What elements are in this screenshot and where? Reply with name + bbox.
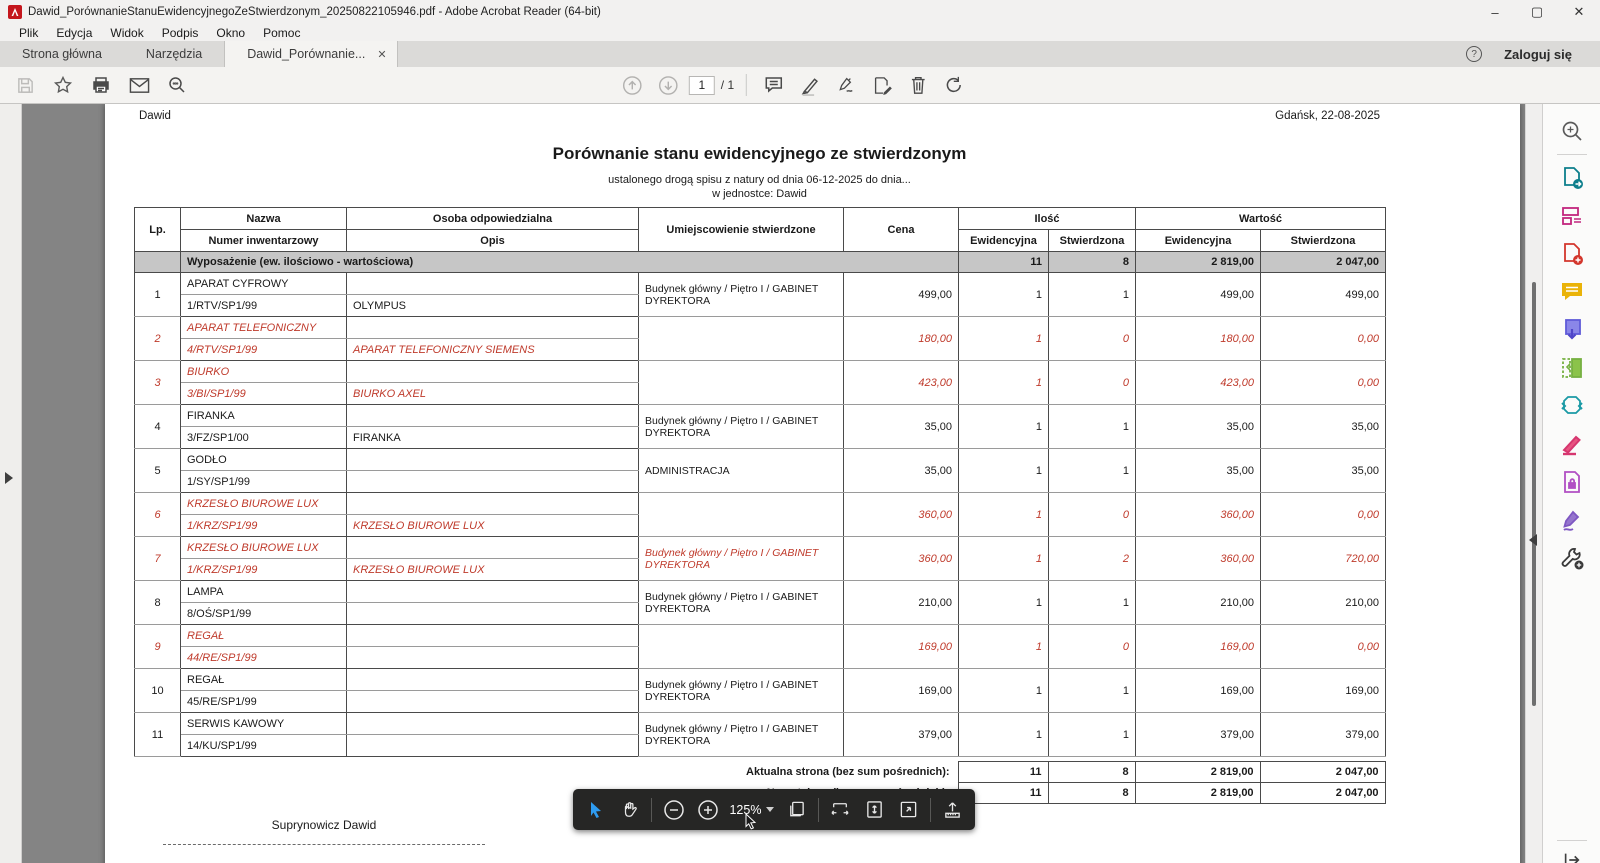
table-row — [135, 625, 1386, 647]
fountain-pen-icon — [835, 75, 857, 95]
cell-umiejscowienie: Budynek główny / Piętro I / GABINET DYREKTORA — [639, 273, 844, 317]
table-row — [135, 405, 1386, 427]
page-number-input[interactable] — [689, 76, 715, 95]
cell-wartosc-ewidencyjna: 210,00 — [1136, 581, 1261, 625]
col-header-ilosc-stwierdzona: Stwierdzona — [1049, 230, 1136, 252]
cell-wartosc-ewidencyjna: 35,00 — [1136, 405, 1261, 449]
tool-more-tools[interactable] — [1555, 541, 1589, 575]
cell-nazwa: KRZESŁO BIUROWE LUX — [181, 493, 347, 515]
floating-page-toolbar — [573, 789, 975, 830]
zoom-in-icon — [697, 799, 719, 821]
summary-qty-st: 8 — [1049, 252, 1136, 273]
tool-compress-pdf[interactable] — [1555, 389, 1589, 423]
cell-numer: 44/RE/SP1/99 — [181, 647, 347, 669]
fit-page-button[interactable] — [862, 797, 887, 823]
cell-opis — [347, 603, 639, 625]
edit-pdf-icon — [1559, 203, 1585, 229]
zoom-out-button[interactable] — [661, 797, 686, 823]
cell-opis: OLYMPUS — [347, 295, 639, 317]
tab-document[interactable]: Dawid_Porównanie... ✕ — [224, 41, 397, 67]
cell-lp: 11 — [135, 713, 181, 757]
cell-ilosc-stwierdzona: 0 — [1049, 361, 1136, 405]
cell-cena: 360,00 — [844, 493, 959, 537]
cell-wartosc-stwierdzona: 169,00 — [1261, 669, 1386, 713]
tool-fill-sign[interactable] — [1555, 503, 1589, 537]
trash-icon — [909, 75, 928, 95]
cell-cena: 169,00 — [844, 669, 959, 713]
cell-opis — [347, 471, 639, 493]
previous-page-button[interactable] — [617, 71, 647, 99]
collapse-right-panel-icon[interactable] — [1529, 534, 1537, 546]
cell-numer: 1/SY/SP1/99 — [181, 471, 347, 493]
wrench-plus-icon — [1559, 545, 1585, 571]
marker-pen-icon — [1559, 431, 1585, 457]
cell-wartosc-stwierdzona: 499,00 — [1261, 273, 1386, 317]
cell-nazwa: FIRANKA — [181, 405, 347, 427]
col-header-lp: Lp. — [135, 208, 181, 252]
cell-ilosc-ewidencyjna: 1 — [959, 537, 1049, 581]
page-thumbnails-button[interactable] — [783, 797, 808, 823]
col-header-umiejscowienie: Umiejscowienie stwierdzone — [639, 208, 844, 252]
next-page-button[interactable] — [653, 71, 683, 99]
fill-sign-pen-icon — [1559, 507, 1585, 533]
cell-osoba — [347, 317, 639, 339]
table-row — [135, 537, 1386, 559]
cell-nazwa: SERWIS KAWOWY — [181, 713, 347, 735]
refresh-button[interactable] — [939, 71, 969, 99]
cell-lp: 3 — [135, 361, 181, 405]
arrow-down-circle-icon — [657, 75, 678, 96]
doc-unit: w jednostce: Dawid — [712, 188, 807, 200]
cell-wartosc-stwierdzona: 210,00 — [1261, 581, 1386, 625]
table-row — [135, 449, 1386, 471]
cell-cena: 169,00 — [844, 625, 959, 669]
cell-ilosc-stwierdzona: 0 — [1049, 493, 1136, 537]
sign-in-button[interactable]: Zaloguj się — [1504, 46, 1572, 62]
cell-ilosc-stwierdzona: 2 — [1049, 537, 1136, 581]
menu-widok[interactable]: Widok — [110, 25, 144, 40]
tool-comment[interactable] — [1555, 275, 1589, 309]
search-icon — [167, 75, 187, 95]
print-button[interactable] — [86, 71, 116, 99]
cell-cena: 360,00 — [844, 537, 959, 581]
share-file-button[interactable] — [940, 797, 965, 823]
footer-qty-ev: 11 — [958, 783, 1048, 804]
menu-podpis[interactable]: Podpis — [161, 25, 199, 40]
cell-ilosc-ewidencyjna: 1 — [959, 449, 1049, 493]
organize-pages-icon — [1559, 355, 1585, 381]
zoom-search-tool[interactable] — [1555, 114, 1589, 148]
cell-osoba — [347, 625, 639, 647]
chevron-down-icon — [766, 807, 774, 812]
cell-ilosc-stwierdzona: 1 — [1049, 449, 1136, 493]
table-row — [135, 273, 1386, 295]
compress-pdf-icon — [1559, 393, 1585, 419]
adobe-reader-icon — [8, 5, 22, 19]
cell-ilosc-ewidencyjna: 1 — [959, 405, 1049, 449]
table-row — [135, 361, 1386, 383]
main-toolbar — [0, 67, 1600, 104]
cell-wartosc-ewidencyjna: 169,00 — [1136, 625, 1261, 669]
menu-pomoc[interactable]: Pomoc — [263, 25, 301, 40]
select-arrow-icon — [588, 801, 604, 819]
inventory-table — [134, 207, 1386, 757]
cell-osoba — [347, 361, 639, 383]
doc-author: Dawid — [139, 110, 171, 122]
cell-wartosc-ewidencyjna: 169,00 — [1136, 669, 1261, 713]
table-row — [135, 669, 1386, 691]
cell-wartosc-ewidencyjna: 499,00 — [1136, 273, 1261, 317]
fit-page-icon — [865, 800, 884, 819]
cell-cena: 379,00 — [844, 713, 959, 757]
cell-numer: 8/OŚ/SP1/99 — [181, 603, 347, 625]
fit-width-button[interactable] — [828, 797, 853, 823]
menu-edycja[interactable]: Edycja — [56, 25, 93, 40]
cell-opis: FIRANKA — [347, 427, 639, 449]
cell-umiejscowienie — [639, 625, 844, 669]
envelope-icon — [129, 77, 150, 94]
col-header-opis: Opis — [347, 230, 639, 252]
col-header-numer: Numer inwentarzowy — [181, 230, 347, 252]
cell-nazwa: KRZESŁO BIUROWE LUX — [181, 537, 347, 559]
col-header-ilosc-ewidencyjna: Ewidencyjna — [959, 230, 1049, 252]
cell-osoba — [347, 405, 639, 427]
cell-numer: 1/RTV/SP1/99 — [181, 295, 347, 317]
cell-ilosc-stwierdzona: 1 — [1049, 713, 1136, 757]
arrow-up-circle-icon — [621, 75, 642, 96]
tab-close-icon[interactable]: ✕ — [377, 48, 387, 61]
table-row — [135, 493, 1386, 515]
summary-label: Wyposażenie (ew. ilościowo - wartościowa) — [181, 252, 959, 273]
open-pane-icon[interactable] — [1562, 851, 1582, 863]
comment-tool-icon — [1559, 279, 1585, 305]
footer-val-ev: 2 819,00 — [1135, 762, 1260, 783]
cell-cena: 35,00 — [844, 405, 959, 449]
comment-bubble-icon — [764, 75, 784, 95]
cell-wartosc-ewidencyjna: 180,00 — [1136, 317, 1261, 361]
cell-lp: 10 — [135, 669, 181, 713]
footer-val-ev: 2 819,00 — [1135, 783, 1260, 804]
doc-subtitle: ustalonego drogą spisu z natury od dnia 06-12-2025 do dnia... — [608, 174, 911, 186]
cell-ilosc-ewidencyjna: 1 — [959, 361, 1049, 405]
cell-lp: 2 — [135, 317, 181, 361]
export-pdf-icon — [1559, 241, 1585, 267]
fill-sign-button[interactable] — [867, 71, 897, 99]
cell-osoba — [347, 273, 639, 295]
cell-nazwa: REGAŁ — [181, 669, 347, 691]
rotate-icon — [944, 75, 964, 95]
table-row — [135, 317, 1386, 339]
cell-lp: 8 — [135, 581, 181, 625]
close-button[interactable]: ✕ — [1573, 4, 1585, 19]
cell-wartosc-stwierdzona: 379,00 — [1261, 713, 1386, 757]
cell-wartosc-stwierdzona: 35,00 — [1261, 449, 1386, 493]
cell-wartosc-stwierdzona: 0,00 — [1261, 317, 1386, 361]
cell-nazwa: APARAT TELEFONICZNY — [181, 317, 347, 339]
cell-nazwa: APARAT CYFROWY — [181, 273, 347, 295]
help-icon[interactable]: ? — [1466, 46, 1482, 62]
cell-umiejscowienie — [639, 493, 844, 537]
minimize-button[interactable]: – — [1491, 4, 1499, 20]
cell-lp: 1 — [135, 273, 181, 317]
create-pdf-icon — [1559, 165, 1585, 191]
col-header-wartosc: Wartość — [1136, 208, 1386, 230]
summary-val-st: 2 047,00 — [1261, 252, 1386, 273]
footer-qty-st: 8 — [1048, 783, 1135, 804]
star-button[interactable] — [48, 71, 78, 99]
cell-cena: 210,00 — [844, 581, 959, 625]
cell-lp: 9 — [135, 625, 181, 669]
fullscreen-button[interactable] — [896, 797, 921, 823]
document-viewport — [0, 104, 1600, 863]
signature-block — [163, 818, 485, 845]
cell-umiejscowienie: ADMINISTRACJA — [639, 449, 844, 493]
copy-page-icon — [787, 800, 806, 819]
cell-ilosc-ewidencyjna: 1 — [959, 317, 1049, 361]
cell-ilosc-stwierdzona: 1 — [1049, 581, 1136, 625]
hand-icon — [621, 801, 639, 819]
cell-osoba — [347, 449, 639, 471]
cell-ilosc-ewidencyjna: 1 — [959, 581, 1049, 625]
cell-cena: 423,00 — [844, 361, 959, 405]
cell-numer: 14/KU/SP1/99 — [181, 735, 347, 757]
tab-home[interactable]: Strona główna — [22, 47, 102, 61]
cell-opis: KRZESŁO BIUROWE LUX — [347, 515, 639, 537]
tool-edit-pdf[interactable] — [1555, 199, 1589, 233]
printer-icon — [91, 75, 111, 95]
cell-cena: 499,00 — [844, 273, 959, 317]
cell-ilosc-stwierdzona: 1 — [1049, 669, 1136, 713]
doc-title: Porównanie stanu ewidencyjnego ze stwierdzonym — [552, 144, 967, 163]
summary-val-ev: 2 819,00 — [1136, 252, 1261, 273]
highlighter-icon — [800, 75, 821, 96]
cell-numer: 3/BI/SP1/99 — [181, 383, 347, 405]
tools-panel — [1542, 104, 1600, 863]
cell-numer: 1/KRZ/SP1/99 — [181, 515, 347, 537]
doc-place-date: Gdańsk, 22-08-2025 — [1275, 110, 1380, 122]
cell-ilosc-ewidencyjna: 1 — [959, 625, 1049, 669]
signature-line — [163, 832, 485, 845]
cell-nazwa: REGAŁ — [181, 625, 347, 647]
tab-bar — [0, 41, 1600, 67]
cell-opis: KRZESŁO BIUROWE LUX — [347, 559, 639, 581]
left-panel-strip — [0, 104, 22, 863]
cell-ilosc-ewidencyjna: 1 — [959, 493, 1049, 537]
cell-umiejscowienie: Budynek główny / Piętro I / GABINET DYREKTORA — [639, 669, 844, 713]
cell-ilosc-ewidencyjna: 1 — [959, 713, 1049, 757]
email-button[interactable] — [124, 71, 154, 99]
delete-button[interactable] — [903, 71, 933, 99]
col-header-wartosc-ewidencyjna: Ewidencyjna — [1136, 230, 1261, 252]
save-button[interactable] — [10, 71, 40, 99]
cell-numer: 3/FZ/SP1/00 — [181, 427, 347, 449]
tool-redact[interactable] — [1555, 427, 1589, 461]
cell-ilosc-stwierdzona: 0 — [1049, 317, 1136, 361]
inventory-table-body — [135, 273, 1386, 757]
zoom-level-value: 125% — [729, 802, 762, 817]
cell-umiejscowienie: Budynek główny / Piętro I / GABINET DYREKTORA — [639, 405, 844, 449]
cell-cena: 35,00 — [844, 449, 959, 493]
fullscreen-icon — [899, 800, 918, 819]
col-header-wartosc-stwierdzona: Stwierdzona — [1261, 230, 1386, 252]
cell-opis — [347, 647, 639, 669]
cell-wartosc-ewidencyjna: 423,00 — [1136, 361, 1261, 405]
footer-val-st: 2 047,00 — [1260, 783, 1385, 804]
cell-numer: 4/RTV/SP1/99 — [181, 339, 347, 361]
cell-lp: 6 — [135, 493, 181, 537]
summary-row — [135, 252, 1386, 273]
cell-osoba — [347, 669, 639, 691]
menu-bar — [0, 24, 1600, 41]
find-button[interactable] — [162, 71, 192, 99]
cell-nazwa: LAMPA — [181, 581, 347, 603]
fit-width-icon — [830, 801, 850, 819]
signature-name: Suprynowicz Dawid — [271, 818, 377, 832]
combine-files-icon — [1559, 317, 1585, 343]
window-titlebar — [0, 0, 1600, 24]
cell-osoba — [347, 537, 639, 559]
cell-opis — [347, 735, 639, 757]
summary-qty-ev: 11 — [959, 252, 1049, 273]
cell-nazwa: GODŁO — [181, 449, 347, 471]
cell-wartosc-ewidencyjna: 379,00 — [1136, 713, 1261, 757]
scrollbar-thumb[interactable] — [1532, 282, 1536, 706]
zoom-level-dropdown[interactable] — [729, 803, 774, 817]
footer-current-page-row — [134, 762, 1385, 783]
cell-numer: 1/KRZ/SP1/99 — [181, 559, 347, 581]
pdf-page — [105, 104, 1520, 863]
cell-wartosc-ewidencyjna: 360,00 — [1136, 537, 1261, 581]
cell-umiejscowienie: Budynek główny / Piętro I / GABINET DYREKTORA — [639, 581, 844, 625]
tool-organize-pages[interactable] — [1555, 351, 1589, 385]
zoom-out-icon — [663, 799, 685, 821]
cell-wartosc-stwierdzona: 0,00 — [1261, 361, 1386, 405]
cell-wartosc-stwierdzona: 720,00 — [1261, 537, 1386, 581]
col-header-ilosc: Ilość — [959, 208, 1136, 230]
cell-wartosc-ewidencyjna: 35,00 — [1136, 449, 1261, 493]
cell-opis: BIURKO AXEL — [347, 383, 639, 405]
tool-combine-files[interactable] — [1555, 313, 1589, 347]
cell-ilosc-ewidencyjna: 1 — [959, 669, 1049, 713]
cell-ilosc-ewidencyjna: 1 — [959, 273, 1049, 317]
cell-lp: 4 — [135, 405, 181, 449]
cell-umiejscowienie: Budynek główny / Piętro I / GABINET DYREKTORA — [639, 713, 844, 757]
cell-umiejscowienie: Budynek główny / Piętro I / GABINET DYREKTORA — [639, 537, 844, 581]
page-pencil-icon — [872, 75, 893, 96]
select-tool-button[interactable] — [583, 797, 608, 823]
table-row — [135, 581, 1386, 603]
cell-ilosc-stwierdzona: 1 — [1049, 273, 1136, 317]
cell-osoba — [347, 713, 639, 735]
cell-nazwa: BIURKO — [181, 361, 347, 383]
expand-left-panel-icon[interactable] — [5, 472, 13, 484]
menu-okno[interactable]: Okno — [216, 25, 246, 40]
cell-numer: 45/RE/SP1/99 — [181, 691, 347, 713]
cell-wartosc-ewidencyjna: 360,00 — [1136, 493, 1261, 537]
protect-file-icon — [1559, 469, 1585, 495]
save-icon — [16, 76, 35, 95]
highlight-button[interactable] — [795, 71, 825, 99]
cell-osoba — [347, 581, 639, 603]
star-icon — [53, 75, 73, 95]
cell-osoba — [347, 493, 639, 515]
tool-export-pdf[interactable] — [1555, 237, 1589, 271]
cell-wartosc-stwierdzona: 35,00 — [1261, 405, 1386, 449]
footer-label: Aktualna strona (bez sum pośrednich): — [746, 766, 950, 778]
table-row — [135, 713, 1386, 735]
tool-create-pdf[interactable] — [1555, 161, 1589, 195]
col-header-osoba: Osoba odpowiedzialna — [347, 208, 639, 230]
upload-ruler-icon — [943, 800, 962, 819]
vertical-scrollbar[interactable] — [1525, 104, 1542, 863]
search-zoom-icon — [1560, 119, 1584, 143]
document-area — [22, 104, 1525, 863]
col-header-cena: Cena — [844, 208, 959, 252]
cell-cena: 180,00 — [844, 317, 959, 361]
hand-tool-button[interactable] — [617, 797, 642, 823]
cell-opis — [347, 691, 639, 713]
cell-opis: APARAT TELEFONICZNY SIEMENS — [347, 339, 639, 361]
comment-button[interactable] — [759, 71, 789, 99]
menu-plik[interactable]: Plik — [19, 25, 39, 40]
maximize-button[interactable]: ▢ — [1530, 4, 1544, 19]
page-total-label: / 1 — [720, 78, 735, 92]
cell-wartosc-stwierdzona: 0,00 — [1261, 493, 1386, 537]
tab-tools[interactable]: Narzędzia — [145, 47, 203, 61]
cell-umiejscowienie — [639, 361, 844, 405]
cell-lp: 5 — [135, 449, 181, 493]
mouse-cursor — [745, 813, 759, 831]
cell-ilosc-stwierdzona: 0 — [1049, 625, 1136, 669]
cell-ilosc-stwierdzona: 1 — [1049, 405, 1136, 449]
zoom-in-button[interactable] — [695, 797, 720, 823]
footer-val-st: 2 047,00 — [1260, 762, 1385, 783]
cell-umiejscowienie — [639, 317, 844, 361]
footer-qty-st: 8 — [1048, 762, 1135, 783]
window-title: Dawid_PorównanieStanuEwidencyjnegoZeStwierdzonym_20250822105946.pdf - Adobe Acrobat Reader (64-bit) — [28, 6, 601, 18]
col-header-nazwa: Nazwa — [181, 208, 347, 230]
sign-button[interactable] — [831, 71, 861, 99]
cell-lp: 7 — [135, 537, 181, 581]
footer-qty-ev: 11 — [958, 762, 1048, 783]
cell-wartosc-stwierdzona: 0,00 — [1261, 625, 1386, 669]
tool-protect[interactable] — [1555, 465, 1589, 499]
